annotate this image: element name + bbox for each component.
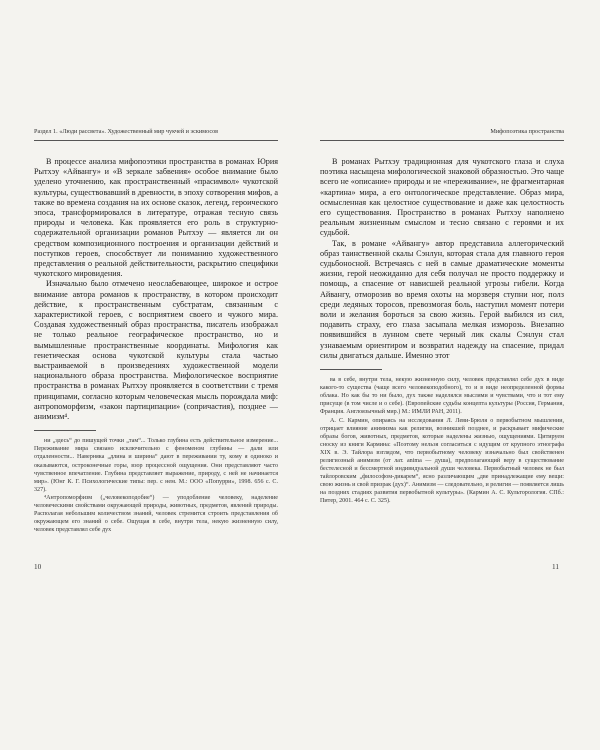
right-footnote-2: А. С. Кармин, опираясь на исследования Л. Леви-Брюля о первобытном мышлении, отрицает влияние анимизма как религии, возникшей позднее, и раскрывает мифические образы богов, животных, предметов, которые наделены жизнью, ощущениями. Цитируем сноску из книги Кармина: «Поэтому нельзя согласиться с идущим от крупного этнографа XIX в. Э. Тайлора взглядом, что первобытному человеку изначально был свойственен религиозный анимизм (от лат. anima — душа), предполагающий веру в существование бестелесной и бессмертной индивидуальной души человека. Первобытный человек не был тайлоровским „философом-дикарем“, ясно различающим „две принадлежащие ему вещи: свою жизнь и свой призрак (дух)“. Анимизм — следовательно, и религия — появляется лишь на поздних стадиях развития первобытной культуры». (Кармин А. С. Культорология. СПб.: Питер, 2001. 464 с. С. 325). — [320, 417, 564, 505]
left-footnotes — [34, 437, 278, 534]
right-paragraph-2: Так, в романе «Айвангу» автор представила аллегорический образ таинственной скалы Сэнлун, которая стала для главного героя судьбоносной. Встречаясь с ней в самые драматические моменты жизни, герой неожиданно для себя получал не просто поддержку и помощь, а спасение от нависшей реальной угрозы гибели. Когда Айвангу, отморозив во время охоты на морзверя ступни ног, полз среди ледяных торосов, превозмогая боль, наступил момент потери воли и желания бороться за свою жизнь. Герой выбился из сил, подавить страху, его глаза засыпала мелкая изморозь. Внезапно появившийся в лунном свете черный лик скалы Сэнлун стал узнаваемым ориентиром и возвратил надежду на спасение, придал силы двигаться дальше. Именно этот — [320, 238, 564, 360]
left-page — [34, 128, 278, 583]
right-running-header: Мифопоэтика пространства — [320, 128, 564, 141]
right-footnotes — [320, 376, 564, 506]
left-paragraph-2: Изначально было отмечено неослабевающее, широкое и острое внимание автора романов к пространству, в котором происходит действие, к пространственным субстратам, связанным с характеристикой героев, с восприятием своего и чужого мира. Создавая художественный образ пространства, писатель изображал не только реальное географическое пространство, но и вымышленные пространственные координаты. Мифология как генетическая основа чукотской культуры стала частью выстраиваемой в произведениях художественной модели национального образа пространства. Мифологическое восприятие пространства в романах Рытхэу проявляется в соответствии с тремя принципами, согласно которым человеческая мысль порождала миф: антропоморфизм, «закон партиципации» (сопричастия), позднее — анимизм⁴. — [34, 279, 278, 422]
right-paragraph-1: В романах Рытхэу традиционная для чукотского глаза и слуха поэтика насыщена мифологической знаковой образностью. Это чаще всего не «описание» природы и не «переживание», не фрагментарная «картина» мира, а его онтологическое представление. Образ мира, осмысленная как целостное существование и даже как целостность его существования. Пространство в романах Рытхэу наполнено реальным жизненным смыслом и тесно связано с героями и их судьбой. — [320, 157, 564, 238]
left-footnote-rule — [34, 430, 96, 431]
right-page — [320, 128, 564, 583]
right-body-text — [320, 157, 564, 361]
right-footnote-rule — [320, 369, 382, 370]
left-footnote-1: ни „здесь“ до пишущей точки „там“... Только глубина есть действительное измерение... Переживание мира связано исключительно с феноменом глубины — дали или отдаленности... Наверняка „длина и ширина“ дают в переживании ту, кому я одиноко и оказываются, остроконечные горы, взор процессной ощущения. Они представляют часто чувственное впечатление. Глубина представляет выражение, природу, с ней не начинается мир». (Юнг К. Г. Психологические типы: пер. с нем. М.: ООО «Попурри», 1998. 656 с. С. 327). — [34, 438, 278, 493]
left-paragraph-1: В процессе анализа мифопоэтики пространства в романах Юрия Рытхэу «Айвангу» и «В зеркале забвения» особое внимание было уделено уточнению, как пространственный «прасимвол» чукотской культуры, существовавший в древности, в эпоху сотворения мифов, а также во времена создания на их основе сказок, легенд, героического эпоса, трансформировался в литературе, отражая тесную связь природы и человека. Как проявляется его роль в структурно-содержательной организации романов Рытхэу — является ли он средством композиционного построения и организации действий и поступков героев, способствует ли пониманию художественного представления о реальной действительности, раскрытию специфики чукотского мировидения. — [34, 157, 278, 279]
left-running-header: Раздел 1. «Люди рассвета». Художественный мир чукчей и эскимосов — [34, 128, 278, 141]
right-footnote-1: ва в себе, внутри тела, некую жизненную силу, человек представлял себе дух в виде какого-то существа (чаще всего человекоподобного), то и в виде неопределенной формы облака. Но как бы то ни было, дух также наделялся мыслями и чувствами, что и тот ему присуще (в том числе и о себе). (Европейские судьбы концепта культуры (Россия, Германия, Франция. Англоязычный мир.) М.: ИМЛИ РАН, 2011). — [320, 377, 564, 416]
right-page-number: 11 — [552, 563, 559, 571]
left-footnote-2: ⁴Антропоморфизм („человекоподобие“) — уподобление человеку, наделение человеческими свойствами окружающей природы, животных, предметов, явлений природы. Располагая небольшим количеством знаний, человек стремится строить представления об окружающем его знаний о себе. Ощущая в себе, внутри тела, некую жизненную силу, человек представлял себе дух — [34, 494, 278, 534]
left-page-number: 10 — [34, 563, 42, 571]
left-body-text — [34, 157, 278, 422]
